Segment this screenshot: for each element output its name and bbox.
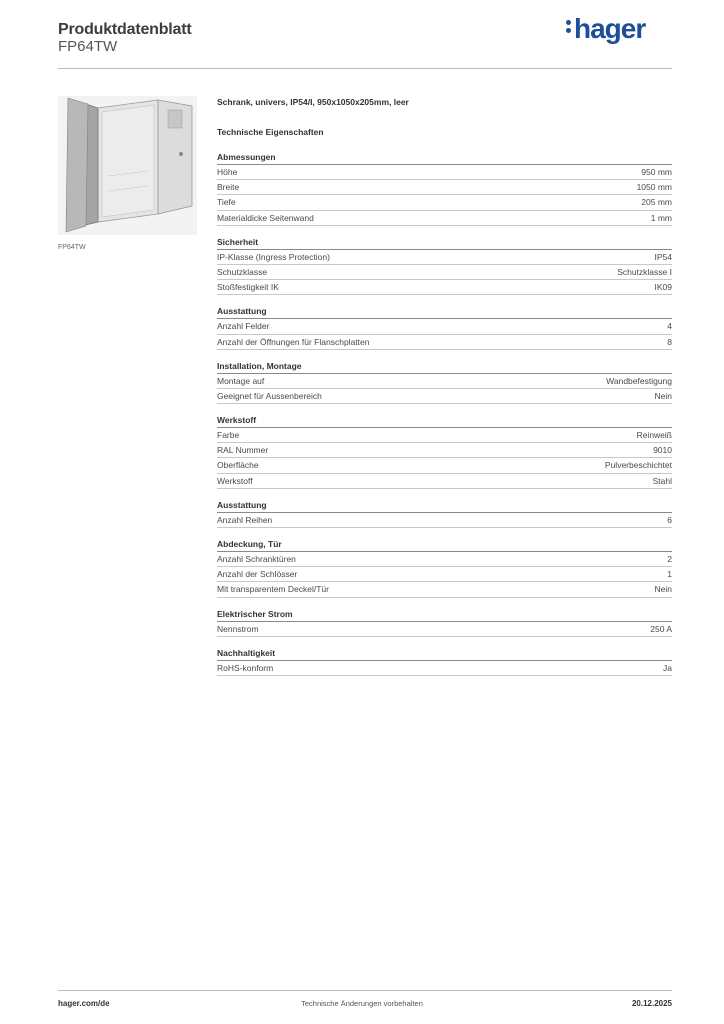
- spec-label: Breite: [217, 182, 240, 193]
- spec-section: [217, 538, 672, 598]
- section-title: Sicherheit: [217, 236, 672, 250]
- spec-section: [217, 151, 672, 226]
- spec-label: Nennstrom: [217, 623, 259, 634]
- spec-sections: [217, 151, 672, 676]
- spec-value: 4: [667, 321, 672, 332]
- spec-value: IK09: [654, 282, 672, 293]
- spec-section: [217, 305, 672, 349]
- spec-section: [217, 647, 672, 676]
- spec-row: [217, 250, 672, 265]
- spec-label: Tiefe: [217, 197, 236, 208]
- spec-value: Pulverbeschichtet: [604, 460, 672, 471]
- spec-label: Anzahl Felder: [217, 321, 270, 332]
- spec-value: Schutzklasse I: [617, 266, 672, 277]
- spec-value: Nein: [654, 584, 672, 595]
- product-code: FP64TW: [58, 38, 118, 55]
- spec-row: [217, 567, 672, 582]
- footer-website: hager.com/de: [58, 999, 110, 1008]
- spec-label: Oberfläche: [217, 460, 259, 471]
- section-title: Werkstoff: [217, 414, 672, 428]
- spec-row: [217, 374, 672, 389]
- section-title: Nachhaltigkeit: [217, 647, 672, 661]
- hager-logo: [566, 15, 645, 43]
- spec-row: [217, 513, 672, 528]
- spec-value: 1 mm: [650, 212, 672, 223]
- spec-section: [217, 499, 672, 528]
- spec-content: [217, 95, 672, 686]
- spec-label: Anzahl Reihen: [217, 514, 273, 525]
- spec-value: Reinweiß: [636, 430, 672, 441]
- footer-note: Technische Änderungen vorbehalten: [301, 999, 423, 1008]
- spec-label: Stoßfestigkeit IK: [217, 282, 279, 293]
- spec-value: Wandbefestigung: [606, 375, 672, 386]
- spec-row: [217, 443, 672, 458]
- spec-label: RoHS-konform: [217, 662, 274, 673]
- spec-row: [217, 165, 672, 180]
- spec-value: 1: [667, 569, 672, 580]
- section-title: Ausstattung: [217, 305, 672, 319]
- page-title: Produktdatenblatt: [58, 21, 192, 38]
- section-title: Elektrischer Strom: [217, 608, 672, 622]
- spec-row: [217, 180, 672, 195]
- logo-dots-icon: [566, 17, 572, 36]
- spec-section: [217, 414, 672, 489]
- footer-date: 20.12.2025: [631, 999, 672, 1008]
- spec-value: 9010: [653, 445, 672, 456]
- spec-value: 6: [667, 514, 672, 525]
- spec-label: Anzahl der Schlösser: [217, 569, 298, 580]
- tech-heading: Technische Eigenschaften: [217, 127, 324, 137]
- spec-label: RAL Nummer: [217, 445, 269, 456]
- spec-row: [217, 280, 672, 295]
- spec-value: Ja: [663, 662, 672, 673]
- spec-row: [217, 319, 672, 334]
- spec-section: [217, 608, 672, 637]
- cabinet-illustration: [58, 96, 197, 235]
- product-image: [58, 96, 197, 235]
- spec-row: [217, 195, 672, 210]
- spec-section: [217, 360, 672, 404]
- spec-value: 205 mm: [641, 197, 672, 208]
- spec-value: 950 mm: [641, 167, 672, 177]
- spec-label: IP-Klasse (Ingress Protection): [217, 251, 330, 262]
- section-title: Abdeckung, Tür: [217, 538, 672, 552]
- spec-value: 2: [667, 554, 672, 564]
- spec-value: Stahl: [652, 475, 672, 486]
- spec-label: Höhe: [217, 167, 238, 177]
- header-divider: [58, 68, 672, 69]
- spec-label: Geeignet für Aussenbereich: [217, 390, 322, 401]
- spec-row: [217, 458, 672, 473]
- spec-section: [217, 236, 672, 296]
- spec-label: Montage auf: [217, 375, 265, 386]
- spec-label: Mit transparentem Deckel/Tür: [217, 584, 329, 595]
- spec-row: [217, 552, 672, 567]
- spec-label: Farbe: [217, 430, 240, 441]
- logo-text: hager: [574, 13, 646, 44]
- section-title: Abmessungen: [217, 151, 672, 165]
- footer-divider: [58, 990, 672, 991]
- spec-label: Anzahl der Öffnungen für Flanschplatten: [217, 336, 370, 347]
- spec-row: [217, 428, 672, 443]
- image-caption: FP64TW: [58, 244, 86, 251]
- spec-value: Nein: [654, 390, 672, 401]
- section-title: Installation, Montage: [217, 360, 672, 374]
- spec-row: [217, 582, 672, 597]
- spec-value: 8: [667, 336, 672, 347]
- spec-value: IP54: [654, 251, 672, 262]
- spec-row: [217, 211, 672, 226]
- product-subtitle: Schrank, univers, IP54/I, 950x1050x205mm, leer: [217, 97, 409, 107]
- spec-row: [217, 389, 672, 404]
- spec-row: [217, 474, 672, 489]
- spec-row: [217, 661, 672, 676]
- spec-row: [217, 335, 672, 350]
- spec-value: 250 A: [650, 623, 672, 634]
- spec-row: [217, 265, 672, 280]
- section-title: Ausstattung: [217, 499, 672, 513]
- spec-label: Schutzklasse: [217, 266, 268, 277]
- spec-value: 1050 mm: [636, 182, 672, 193]
- spec-label: Werkstoff: [217, 475, 253, 486]
- spec-row: [217, 622, 672, 637]
- spec-label: Anzahl Schranktüren: [217, 554, 296, 564]
- spec-label: Materialdicke Seitenwand: [217, 212, 314, 223]
